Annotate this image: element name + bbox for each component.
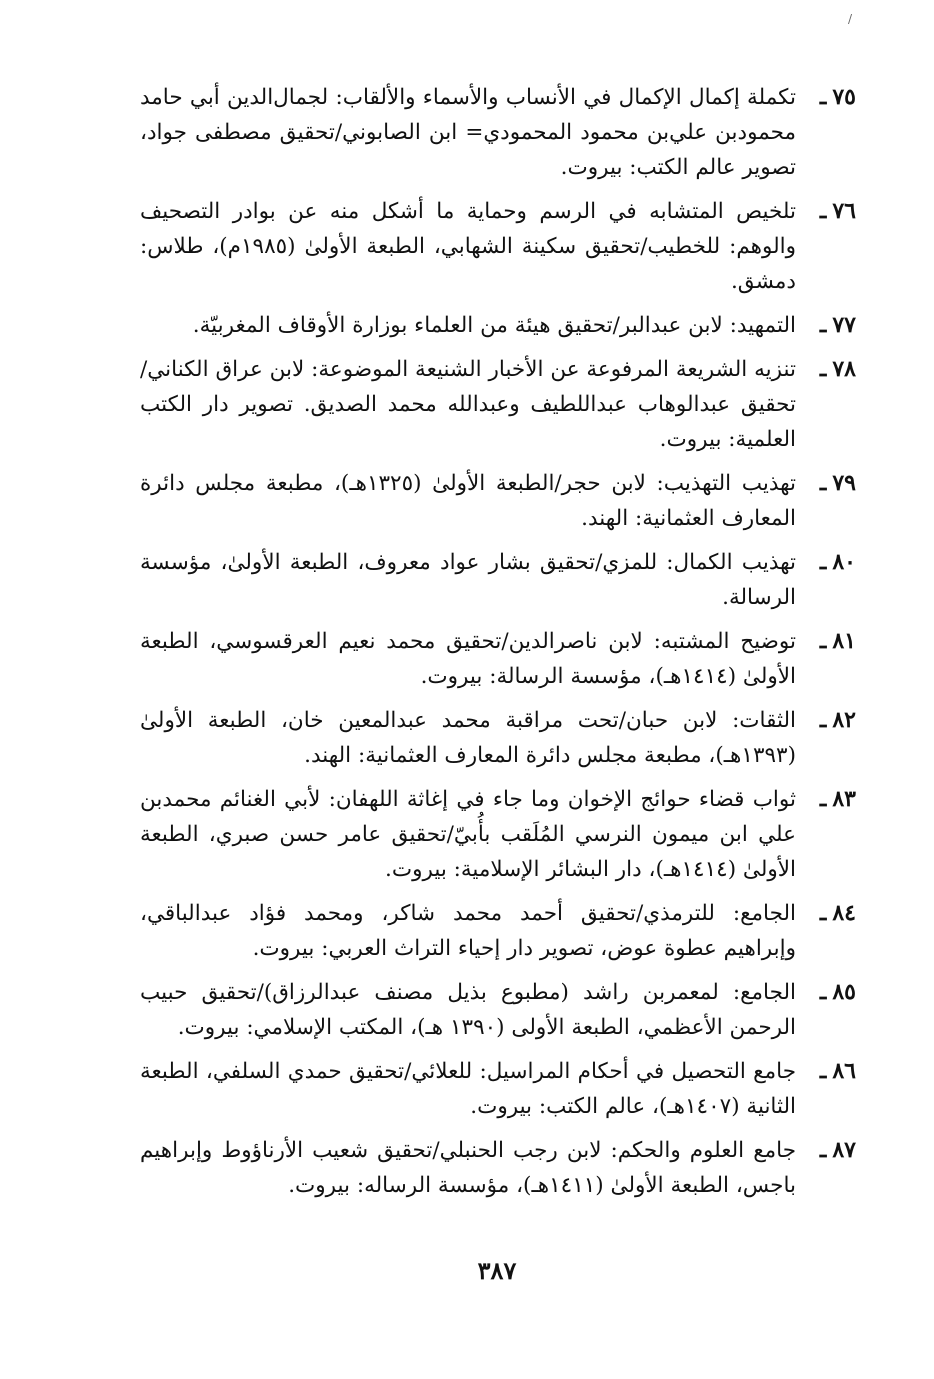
bibliography-entry <box>140 896 856 966</box>
entry-number: ٧٥ـ <box>819 84 856 110</box>
entry-text: الثقات: لابن حبان/تحت مراقبة محمد عبدالمعين خان، الطبعة الأولىٰ (١٣٩٣هـ)، مطبعة مجلس دائرة المعارف العثمانية: الهند. <box>140 708 796 768</box>
entry-text: جامع التحصيل في أحكام المراسيل: للعلائي/تحقيق حمدي السلفي، الطبعة الثانية (١٤٠٧هـ)، عالم الكتب: بيروت. <box>140 1059 796 1119</box>
entry-number: ٧٧ـ <box>819 312 856 338</box>
entry-number: ٨٠ـ <box>819 549 856 575</box>
bibliography-entry <box>140 80 856 185</box>
bibliography-entry <box>140 466 856 536</box>
entry-text: توضيح المشتبه: لابن ناصرالدين/تحقيق محمد نعيم العرقسوسي، الطبعة الأولىٰ (١٤١٤هـ)، مؤسسة الرسالة: بيروت. <box>140 629 796 689</box>
bibliography-entry <box>140 194 856 299</box>
entry-text: ثواب قضاء حوائج الإخوان وما جاء في إغاثة اللهفان: لأبي الغنائم محمدبن علي ابن ميمون النرسي المُلَقب بأُبيّ/تحقيق عامر حسن صبري، الطبعة الأولىٰ (١٤١٤هـ)، دار البشائر الإسلامية: بيروت. <box>140 787 796 882</box>
bibliography-entry <box>140 308 856 343</box>
entry-number: ٨٢ـ <box>819 707 856 733</box>
entry-number: ٧٩ـ <box>819 470 856 496</box>
entry-text: جامع العلوم والحكم: لابن رجب الحنبلي/تحقيق شعيب الأرناؤوط وإبراهيم باجس، الطبعة الأولىٰ (١٤١١هـ)، مؤسسة الرساله: بيروت. <box>140 1138 796 1198</box>
bibliography-entry <box>140 352 856 457</box>
entry-number: ٨٦ـ <box>819 1058 856 1084</box>
page-number: ٣٨٧ <box>477 1256 517 1285</box>
bibliography-entry <box>140 975 856 1045</box>
entry-number: ٧٨ـ <box>819 356 856 382</box>
bibliography-list <box>140 80 856 1212</box>
entry-text: تهذيب التهذيب: لابن حجر/الطبعة الأولىٰ (١٣٢٥هـ)، مطبعة مجلس دائرة المعارف العثمانية: الهند. <box>140 471 796 531</box>
bibliography-entry <box>140 624 856 694</box>
entry-text: تهذيب الكمال: للمزي/تحقيق بشار عواد معروف، الطبعة الأولىٰ، مؤسسة الرسالة. <box>140 550 796 610</box>
entry-text: تكملة إكمال الإكمال في الأنساب والأسماء والألقاب: لجمال‌الدين أبي حامد محمودبن علي‌بن محمود المحمودي= ابن الصابوني/تحقيق مصطفى جواد، تصوير عالم الكتب: بيروت. <box>140 85 796 180</box>
entry-number: ٨١ـ <box>819 628 856 654</box>
entry-text: الجامع: للترمذي/تحقيق أحمد محمد شاكر، ومحمد فؤاد عبدالباقي، وإبراهيم عطوة عوض، تصوير دار إحياء التراث العربي: بيروت. <box>140 901 796 961</box>
entry-number: ٨٣ـ <box>819 786 856 812</box>
corner-mark: / <box>847 12 852 26</box>
bibliography-entry <box>140 782 856 887</box>
entry-number: ٧٦ـ <box>819 198 856 224</box>
entry-text: التمهيد: لابن عبدالبر/تحقيق هيئة من العلماء بوزارة الأوقاف المغربيّة. <box>192 313 796 338</box>
entry-number: ٨٥ـ <box>819 979 856 1005</box>
entry-text: الجامع: لمعمربن راشد (مطبوع بذيل مصنف عبدالرزاق)/تحقيق حبيب الرحمن الأعظمي، الطبعة الأولى (١٣٩٠ هـ)، المكتب الإسلامي: بيروت. <box>140 980 796 1040</box>
entry-text: تلخيص المتشابه في الرسم وحماية ما أشكل منه عن بوادر التصحيف والوهم: للخطيب/تحقيق سكينة الشهابي، الطبعة الأولىٰ (١٩٨٥م)، طلاس: دمشق. <box>140 199 797 294</box>
bibliography-entry <box>140 545 856 615</box>
entry-number: ٨٤ـ <box>819 900 856 926</box>
bibliography-entry <box>140 703 856 773</box>
entry-text: تنزيه الشريعة المرفوعة عن الأخبار الشنيعة الموضوعة: لابن عراق الكناني/تحقيق عبدالوهاب عبداللطيف وعبدالله محمد الصديق. تصوير دار الكتب العلمية: بيروت. <box>140 357 796 452</box>
entry-number: ٨٧ـ <box>819 1137 856 1163</box>
bibliography-entry <box>140 1133 856 1203</box>
bibliography-entry <box>140 1054 856 1124</box>
